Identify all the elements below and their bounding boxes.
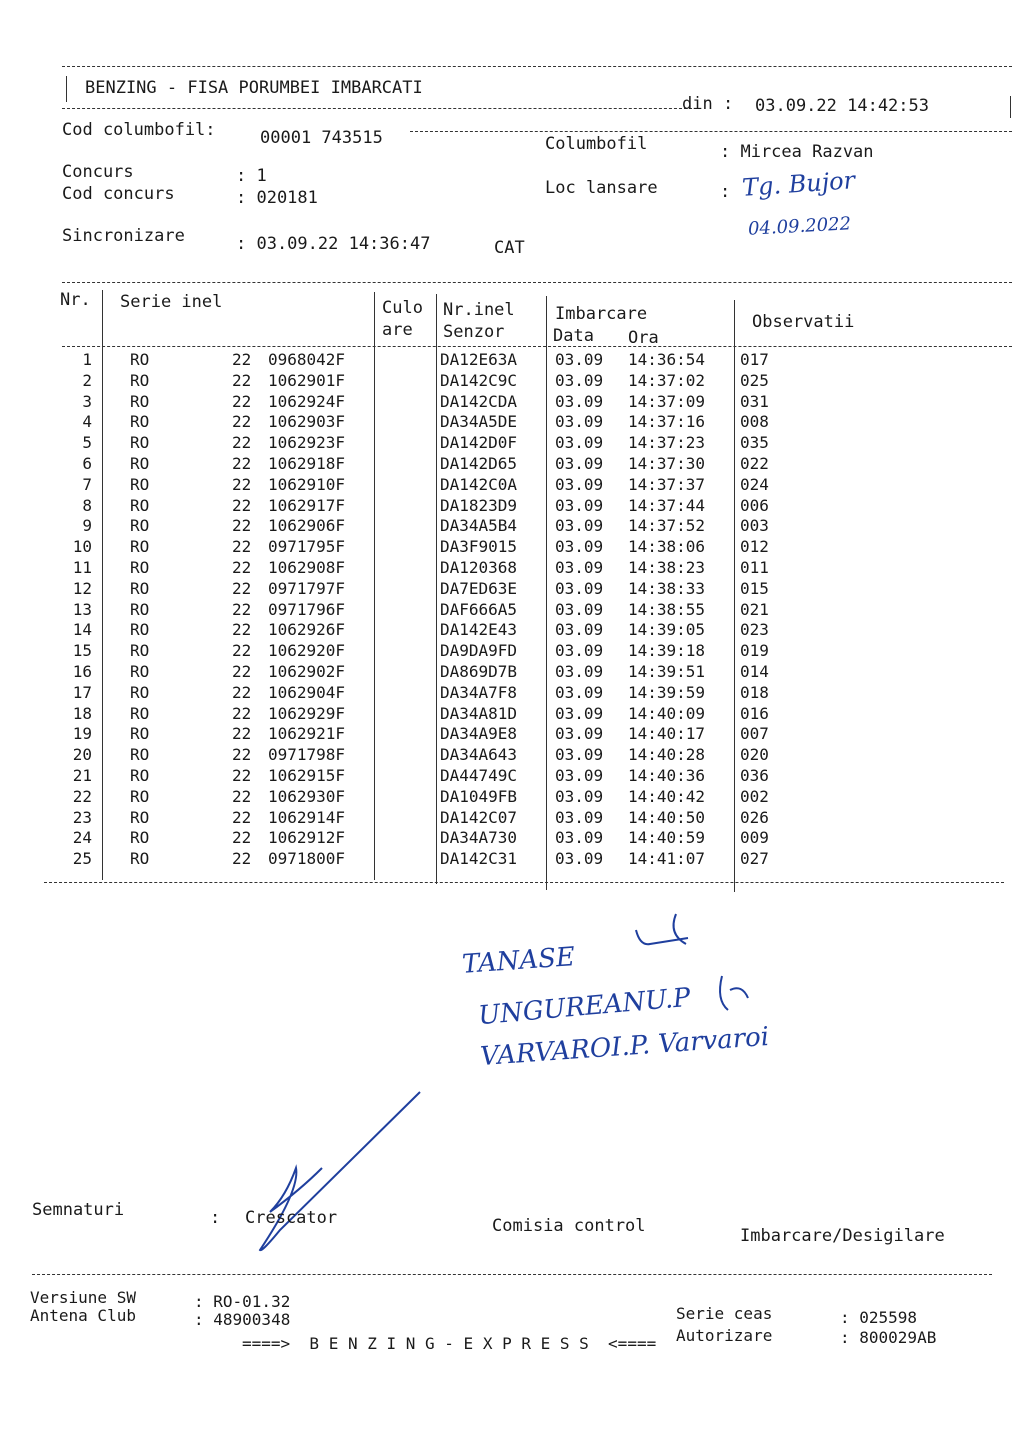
row-observation: 011 xyxy=(740,558,769,577)
row-observation: 015 xyxy=(740,578,769,598)
row-country: RO xyxy=(130,766,150,785)
row-sensor-id: DA34A5B4 xyxy=(440,516,518,536)
row-country: RO xyxy=(130,662,150,681)
signature-imbarcare-label: Imbarcare/Desigilare xyxy=(740,1226,945,1246)
row-date: 03.09 xyxy=(555,516,604,536)
row-country: RO xyxy=(130,516,150,536)
din-value: 03.09.22 14:42:53 xyxy=(755,96,929,116)
semnaturi-colon: : xyxy=(210,1208,221,1228)
row-country: RO xyxy=(130,703,150,723)
row-sensor-id: DA34A81D xyxy=(440,703,518,723)
row-number: 2 xyxy=(82,370,92,390)
row-sensor-id: DA3F9015 xyxy=(440,537,518,557)
row-number: 7 xyxy=(82,474,92,494)
signature-comisia-label: Comisia control xyxy=(492,1216,646,1236)
row-sensor-id: DA1049FB xyxy=(440,786,518,806)
row-time: 14:40:28 xyxy=(628,745,706,765)
row-country: RO xyxy=(130,786,150,806)
row-year: 22 xyxy=(232,495,252,515)
sincronizare-label: Sincronizare xyxy=(62,226,185,246)
row-time: 14:39:05 xyxy=(628,620,706,640)
concurs-value: : 1 xyxy=(236,166,267,186)
row-country: RO xyxy=(130,682,150,702)
row-sensor-id: DA34A9E8 xyxy=(440,724,518,744)
row-date: 03.09 xyxy=(555,495,604,515)
row-sensor-id: DA34A7F8 xyxy=(440,682,518,702)
col-header-culoare-1: Culo xyxy=(382,298,423,318)
row-time: 14:39:51 xyxy=(628,662,706,681)
row-sensor-id: DA142E43 xyxy=(440,620,518,640)
row-number: 17 xyxy=(72,682,92,702)
loc-lansare-handwritten: Tg. Bujor xyxy=(741,166,856,202)
row-date: 03.09 xyxy=(555,433,604,453)
row-time: 14:37:02 xyxy=(628,370,706,390)
row-observation: 007 xyxy=(740,724,769,744)
row-time: 14:40:09 xyxy=(628,703,706,723)
row-year: 22 xyxy=(232,537,252,557)
row-number: 10 xyxy=(72,537,92,557)
row-year: 22 xyxy=(232,412,252,432)
row-observation: 024 xyxy=(740,474,769,494)
col-header-data: Data xyxy=(553,326,594,346)
row-date: 03.09 xyxy=(555,537,604,557)
serie-ceas-value: : 025598 xyxy=(840,1308,918,1327)
row-observation: 002 xyxy=(740,786,769,806)
row-ring-number: 1062924F xyxy=(268,391,346,411)
row-country: RO xyxy=(130,620,150,640)
row-country: RO xyxy=(130,745,150,765)
row-country: RO xyxy=(130,454,150,473)
row-country: RO xyxy=(130,724,150,744)
signature-crescator-label: Crescator xyxy=(245,1208,338,1228)
row-date: 03.09 xyxy=(555,662,604,681)
row-number: 24 xyxy=(72,828,92,848)
row-observation: 025 xyxy=(740,370,769,390)
row-sensor-id: DA44749C xyxy=(440,766,518,785)
row-time: 14:40:36 xyxy=(628,766,706,785)
col-header-nr-inel: Nr.inel xyxy=(443,300,515,320)
row-year: 22 xyxy=(232,849,252,869)
row-ring-number: 1062923F xyxy=(268,433,346,453)
row-date: 03.09 xyxy=(555,578,604,598)
row-sensor-id: DA12E63A xyxy=(440,350,518,369)
row-date: 03.09 xyxy=(555,599,604,619)
row-time: 14:41:07 xyxy=(628,849,706,869)
row-country: RO xyxy=(130,350,150,369)
row-date: 03.09 xyxy=(555,454,604,473)
row-country: RO xyxy=(130,641,150,661)
row-observation: 016 xyxy=(740,703,769,723)
row-date: 03.09 xyxy=(555,807,604,827)
row-time: 14:39:59 xyxy=(628,682,706,702)
document-title: BENZING - FISA PORUMBEI IMBARCATI xyxy=(85,78,423,98)
row-sensor-id: DA9DA9FD xyxy=(440,641,518,661)
handwritten-name-3: VARVAROI.P. Varvaroi xyxy=(479,1021,771,1073)
row-ring-number: 1062921F xyxy=(268,724,346,744)
row-country: RO xyxy=(130,391,150,411)
row-number: 9 xyxy=(82,516,92,536)
row-sensor-id: DA142D65 xyxy=(440,454,518,473)
row-ring-number: 1062901F xyxy=(268,370,346,390)
row-date: 03.09 xyxy=(555,391,604,411)
row-ring-number: 0971798F xyxy=(268,745,346,765)
row-time: 14:37:30 xyxy=(628,454,706,473)
row-sensor-id: DA869D7B xyxy=(440,662,518,681)
row-ring-number: 1062910F xyxy=(268,474,346,494)
antena-club-value: : 48900348 xyxy=(194,1310,291,1329)
row-country: RO xyxy=(130,433,150,453)
row-observation: 019 xyxy=(740,641,769,661)
cod-concurs-value: : 020181 xyxy=(236,188,318,208)
row-sensor-id: DA7ED63E xyxy=(440,578,518,598)
col-header-senzor: Senzor xyxy=(443,322,505,342)
row-ring-number: 0971796F xyxy=(268,599,346,619)
row-time: 14:38:06 xyxy=(628,537,706,557)
row-number: 1 xyxy=(82,350,92,369)
row-sensor-id: DAF666A5 xyxy=(440,599,518,619)
row-country: RO xyxy=(130,578,150,598)
row-observation: 003 xyxy=(740,516,769,536)
row-time: 14:40:17 xyxy=(628,724,706,744)
row-time: 14:37:37 xyxy=(628,474,706,494)
row-number: 18 xyxy=(72,703,92,723)
row-year: 22 xyxy=(232,682,252,702)
row-sensor-id: DA142D0F xyxy=(440,433,518,453)
loc-lansare-date-handwritten: 04.09.2022 xyxy=(747,213,852,240)
row-country: RO xyxy=(130,474,150,494)
row-ring-number: 1062904F xyxy=(268,682,346,702)
row-date: 03.09 xyxy=(555,724,604,744)
row-date: 03.09 xyxy=(555,558,604,577)
sincronizare-timezone: CAT xyxy=(494,238,525,258)
row-number: 22 xyxy=(72,786,92,806)
row-number: 23 xyxy=(72,807,92,827)
row-date: 03.09 xyxy=(555,412,604,432)
col-header-culoare-2: are xyxy=(382,320,413,340)
row-sensor-id: DA120368 xyxy=(440,558,518,577)
row-number: 13 xyxy=(72,599,92,619)
cod-columbofil-value: 00001 743515 xyxy=(260,128,383,148)
row-date: 03.09 xyxy=(555,474,604,494)
row-sensor-id: DA142C31 xyxy=(440,849,518,869)
row-ring-number: 1062917F xyxy=(268,495,346,515)
row-ring-number: 1062902F xyxy=(268,662,346,681)
footer-top-rule xyxy=(32,1274,992,1275)
columbofil-label: Columbofil xyxy=(545,134,648,154)
col-header-nr: Nr. xyxy=(60,290,91,310)
row-country: RO xyxy=(130,412,150,432)
loc-lansare-label: Loc lansare xyxy=(545,178,658,198)
row-observation: 023 xyxy=(740,620,769,640)
row-observation: 018 xyxy=(740,682,769,702)
row-number: 15 xyxy=(72,641,92,661)
autorizare-value: : 800029AB xyxy=(840,1328,937,1347)
row-ring-number: 1062908F xyxy=(268,558,346,577)
row-number: 16 xyxy=(72,662,92,681)
row-year: 22 xyxy=(232,599,252,619)
row-observation: 012 xyxy=(740,537,769,557)
row-time: 14:37:09 xyxy=(628,391,706,411)
row-sensor-id: DA34A643 xyxy=(440,745,518,765)
handwritten-name-1: TANASE xyxy=(461,942,576,980)
row-country: RO xyxy=(130,807,150,827)
row-country: RO xyxy=(130,828,150,848)
row-observation: 020 xyxy=(740,745,769,765)
row-year: 22 xyxy=(232,516,252,536)
row-time: 14:37:52 xyxy=(628,516,706,536)
row-ring-number: 1062906F xyxy=(268,516,346,536)
serie-ceas-label: Serie ceas xyxy=(676,1304,773,1323)
row-ring-number: 0971797F xyxy=(268,578,346,598)
row-date: 03.09 xyxy=(555,828,604,848)
row-number: 5 xyxy=(82,433,92,453)
initials-mark-1 xyxy=(636,914,688,944)
row-year: 22 xyxy=(232,578,252,598)
col-header-imbarcare: Imbarcare xyxy=(555,304,648,324)
row-observation: 014 xyxy=(740,662,769,681)
sincronizare-value: : 03.09.22 14:36:47 xyxy=(236,234,431,254)
row-date: 03.09 xyxy=(555,766,604,785)
row-time: 14:37:16 xyxy=(628,412,706,432)
row-time: 14:40:50 xyxy=(628,807,706,827)
row-observation: 022 xyxy=(740,454,769,473)
row-date: 03.09 xyxy=(555,370,604,390)
row-number: 4 xyxy=(82,412,92,432)
col-header-observatii: Observatii xyxy=(752,312,855,332)
row-sensor-id: DA142C0A xyxy=(440,474,518,494)
row-year: 22 xyxy=(232,724,252,744)
row-ring-number: 1062926F xyxy=(268,620,346,640)
row-observation: 008 xyxy=(740,412,769,432)
semnaturi-label: Semnaturi xyxy=(32,1200,125,1220)
row-sensor-id: DA34A730 xyxy=(440,828,518,848)
concurs-label: Concurs xyxy=(62,162,134,182)
row-country: RO xyxy=(130,599,150,619)
row-country: RO xyxy=(130,537,150,557)
col-header-serie-inel: Serie inel xyxy=(120,292,223,312)
row-observation: 031 xyxy=(740,391,769,411)
row-observation: 017 xyxy=(740,350,769,369)
row-observation: 027 xyxy=(740,849,769,869)
row-year: 22 xyxy=(232,350,252,369)
loc-lansare-colon: : xyxy=(720,182,731,202)
row-date: 03.09 xyxy=(555,641,604,661)
row-country: RO xyxy=(130,370,150,390)
row-year: 22 xyxy=(232,391,252,411)
row-number: 21 xyxy=(72,766,92,785)
versiune-sw-value: : RO-01.32 xyxy=(194,1292,291,1311)
row-time: 14:37:44 xyxy=(628,495,706,515)
row-year: 22 xyxy=(232,370,252,390)
row-time: 14:37:23 xyxy=(628,433,706,453)
row-number: 3 xyxy=(82,391,92,411)
row-year: 22 xyxy=(232,620,252,640)
row-sensor-id: DA34A5DE xyxy=(440,412,518,432)
row-year: 22 xyxy=(232,558,252,577)
row-date: 03.09 xyxy=(555,350,604,369)
row-sensor-id: DA142CDA xyxy=(440,391,518,411)
row-year: 22 xyxy=(232,662,252,681)
autorizare-label: Autorizare xyxy=(676,1326,773,1345)
row-number: 11 xyxy=(72,558,92,577)
row-year: 22 xyxy=(232,807,252,827)
row-number: 25 xyxy=(72,849,92,869)
row-time: 14:38:23 xyxy=(628,558,706,577)
row-ring-number: 1062918F xyxy=(268,454,346,473)
row-ring-number: 0971800F xyxy=(268,849,346,869)
row-number: 20 xyxy=(72,745,92,765)
row-ring-number: 1062914F xyxy=(268,807,346,827)
row-year: 22 xyxy=(232,828,252,848)
cod-concurs-label: Cod concurs xyxy=(62,184,175,204)
row-observation: 035 xyxy=(740,433,769,453)
row-time: 14:40:59 xyxy=(628,828,706,848)
row-date: 03.09 xyxy=(555,620,604,640)
cod-columbofil-label: Cod columbofil: xyxy=(62,120,216,140)
row-country: RO xyxy=(130,849,150,869)
row-ring-number: 1062929F xyxy=(268,703,346,723)
versiune-sw-label: Versiune SW xyxy=(30,1288,136,1307)
row-observation: 021 xyxy=(740,599,769,619)
row-year: 22 xyxy=(232,703,252,723)
row-ring-number: 1062912F xyxy=(268,828,346,848)
row-number: 14 xyxy=(72,620,92,640)
row-sensor-id: DA142C07 xyxy=(440,807,518,827)
row-observation: 009 xyxy=(740,828,769,848)
row-date: 03.09 xyxy=(555,745,604,765)
row-observation: 006 xyxy=(740,495,769,515)
row-date: 03.09 xyxy=(555,786,604,806)
din-label: din : xyxy=(682,94,734,114)
row-year: 22 xyxy=(232,786,252,806)
row-ring-number: 1062903F xyxy=(268,412,346,432)
row-number: 19 xyxy=(72,724,92,744)
row-country: RO xyxy=(130,558,150,577)
row-country: RO xyxy=(130,495,150,515)
row-year: 22 xyxy=(232,745,252,765)
col-header-ora: Ora xyxy=(628,328,659,348)
row-observation: 036 xyxy=(740,766,769,785)
initials-mark-2 xyxy=(720,976,748,1010)
row-number: 6 xyxy=(82,454,92,473)
row-ring-number: 0968042F xyxy=(268,350,346,369)
row-ring-number: 1062920F xyxy=(268,641,346,661)
handwritten-name-2: UNGUREANU.P xyxy=(477,982,692,1032)
antena-club-label: Antena Club xyxy=(30,1306,136,1325)
row-sensor-id: DA1823D9 xyxy=(440,495,518,515)
row-year: 22 xyxy=(232,766,252,785)
benzing-express-banner: ====> B E N Z I N G - E X P R E S S <==== xyxy=(242,1334,657,1353)
row-ring-number: 1062930F xyxy=(268,786,346,806)
row-number: 12 xyxy=(72,578,92,598)
row-ring-number: 1062915F xyxy=(268,766,346,785)
row-time: 14:38:33 xyxy=(628,578,706,598)
row-year: 22 xyxy=(232,454,252,473)
row-time: 14:36:54 xyxy=(628,350,706,369)
row-date: 03.09 xyxy=(555,703,604,723)
row-observation: 026 xyxy=(740,807,769,827)
row-date: 03.09 xyxy=(555,682,604,702)
row-year: 22 xyxy=(232,641,252,661)
columbofil-value: : Mircea Razvan xyxy=(720,142,874,162)
row-time: 14:39:18 xyxy=(628,641,706,661)
row-year: 22 xyxy=(232,474,252,494)
row-ring-number: 0971795F xyxy=(268,537,346,557)
row-date: 03.09 xyxy=(555,849,604,869)
row-time: 14:40:42 xyxy=(628,786,706,806)
row-time: 14:38:55 xyxy=(628,599,706,619)
row-number: 8 xyxy=(82,495,92,515)
row-year: 22 xyxy=(232,433,252,453)
row-sensor-id: DA142C9C xyxy=(440,370,518,390)
